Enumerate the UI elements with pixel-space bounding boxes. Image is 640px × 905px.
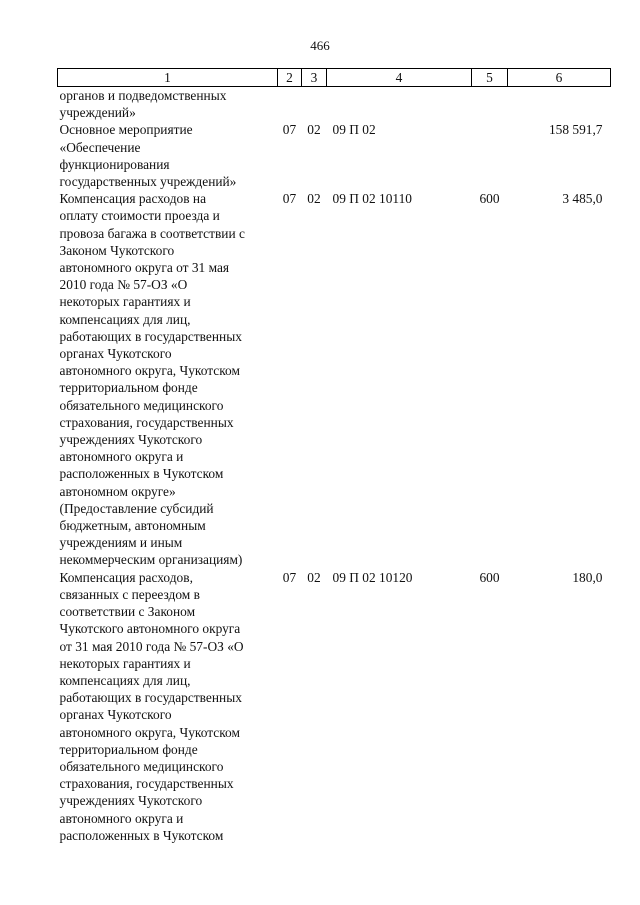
section-code-cell: [278, 87, 302, 122]
target-article-cell: 09 П 02: [332, 122, 376, 138]
amount-cell: [508, 87, 611, 122]
expense-type-cell: 600: [479, 191, 500, 207]
row-name-line: Компенсация расходов на: [59, 191, 207, 207]
subsection-code-cell: 02: [307, 569, 321, 585]
row-name-line: Чукотского автономного округа: [59, 621, 241, 637]
row-name-line: функционирования: [59, 156, 170, 172]
table-row: [58, 87, 611, 122]
table-row: [58, 569, 611, 844]
row-name-line: учреждений»: [59, 105, 136, 121]
amount-cell: 180,0: [572, 569, 603, 585]
target-article-cell: [327, 87, 472, 122]
section-code-cell: 07: [282, 122, 297, 138]
row-name-line: органах Чукотского: [59, 707, 172, 723]
section-code-cell: 07: [282, 569, 297, 585]
header-cell-4: 4: [327, 69, 472, 87]
table-header-row: [58, 69, 611, 87]
header-cell-6: 6: [508, 69, 611, 87]
row-name-line: государственных учреждений»: [59, 174, 237, 190]
row-name-line: работающих в государственных: [59, 690, 242, 706]
header-cell-1: 1: [58, 69, 278, 87]
expense-type-cell: [472, 121, 508, 190]
row-name-line: бюджетным, автономным: [59, 518, 206, 534]
row-name-line: некоммерческим организациям): [59, 552, 243, 568]
subsection-code-cell: 02: [307, 122, 321, 138]
row-name-line: автономного округа и: [59, 810, 184, 826]
row-name-cell: [58, 121, 278, 190]
budget-table: [57, 68, 611, 844]
row-name-line: 2010 года № 57-ОЗ «О: [59, 277, 188, 293]
row-name-line: работающих в государственных: [59, 328, 242, 344]
row-name-line: расположенных в Чукотском: [59, 827, 224, 843]
table-row: [58, 121, 611, 190]
row-name-line: территориальном фонде: [59, 741, 198, 757]
row-name-line: провоза багажа в соответствии с: [59, 225, 245, 241]
row-name-line: территориальном фонде: [59, 380, 198, 396]
row-name-line: учреждениям и иным: [59, 535, 183, 551]
row-name-cell: [58, 87, 278, 122]
table-body: [58, 87, 611, 844]
subsection-code-cell: 02: [307, 191, 321, 207]
amount-cell: 3 485,0: [562, 191, 603, 207]
row-name-line: (Предоставление субсидий: [59, 500, 214, 516]
row-name-line: автономного округа, Чукотском: [59, 724, 240, 740]
amount-cell: 158 591,7: [548, 122, 603, 138]
row-name-line: Законом Чукотского: [59, 242, 175, 258]
row-name-line: некоторых гарантиях и: [59, 294, 191, 310]
row-name-line: автономного округа, Чукотском: [59, 363, 240, 379]
row-name-line: органов и подведомственных: [59, 88, 227, 103]
target-article-cell: 09 П 02 10120: [332, 569, 413, 585]
row-name-line: расположенных в Чукотском: [59, 466, 224, 482]
row-name-cell: [58, 569, 278, 844]
row-name-line: связанных с переездом в: [59, 586, 200, 602]
row-name-line: автономного округа и: [59, 449, 184, 465]
row-name-line: от 31 мая 2010 года № 57-ОЗ «О: [59, 638, 244, 654]
row-name-line: оплату стоимости проезда и: [59, 208, 220, 224]
row-name-line: страхования, государственных: [59, 776, 234, 792]
row-name-line: компенсациях для лиц,: [59, 672, 191, 688]
header-cell-2: 2: [278, 69, 302, 87]
row-name-line: учреждениях Чукотского: [59, 432, 203, 448]
row-name-line: учреждениях Чукотского: [59, 793, 203, 809]
row-name-line: компенсациях для лиц,: [59, 311, 191, 327]
header-cell-3: 3: [302, 69, 327, 87]
row-name-cell: [58, 190, 278, 568]
section-code-cell: 07: [282, 191, 297, 207]
row-name-line: обязательного медицинского: [59, 397, 224, 413]
expense-type-cell: 600: [479, 569, 500, 585]
row-name-line: некоторых гарантиях и: [59, 655, 191, 671]
page-number: 466: [310, 38, 330, 53]
row-name-line: Компенсация расходов,: [59, 569, 193, 585]
row-name-line: соответствии с Законом: [59, 604, 196, 620]
target-article-cell: 09 П 02 10110: [332, 191, 412, 207]
table-row: [58, 190, 611, 568]
row-name-line: страхования, государственных: [59, 414, 234, 430]
row-name-line: автономного округа от 31 мая: [59, 260, 230, 276]
row-name-line: автономном округе»: [59, 483, 176, 499]
row-name-line: «Обеспечение: [59, 139, 141, 155]
expense-type-cell: [472, 87, 508, 122]
row-name-line: обязательного медицинского: [59, 758, 224, 774]
subsection-code-cell: [302, 87, 327, 122]
row-name-line: Основное мероприятие: [59, 122, 193, 138]
row-name-line: органах Чукотского: [59, 346, 172, 362]
header-cell-5: 5: [472, 69, 508, 87]
